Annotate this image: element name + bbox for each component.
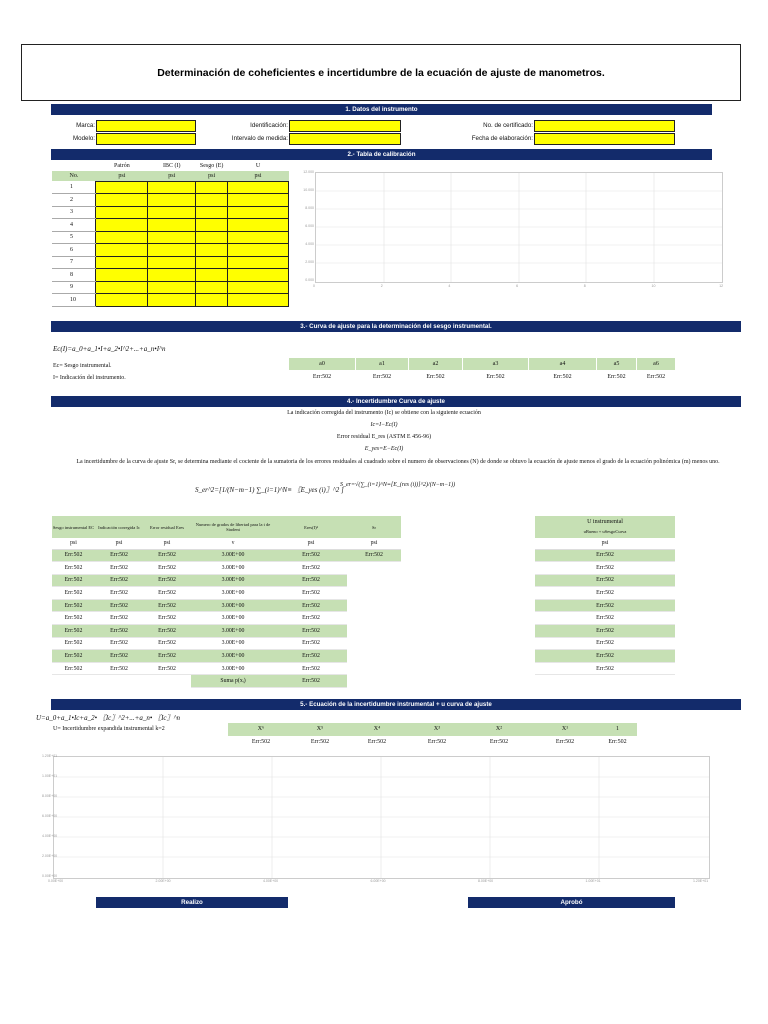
calibration-table	[52, 161, 289, 307]
u-value: Err:502	[535, 662, 675, 675]
row-number: 1	[52, 181, 96, 194]
u-value: Err:502	[535, 574, 675, 587]
section4-line1: La indicación corregida del instrumento (Ic) se obtiene con la siguiente ecuación	[287, 410, 481, 416]
u-unit: psi	[535, 538, 675, 549]
u-value: Err:502	[535, 637, 675, 650]
calibration-input-cell[interactable]	[196, 281, 228, 294]
table-row	[535, 549, 675, 562]
coef-header: a4	[529, 358, 596, 370]
table-cell: Err:502	[143, 599, 191, 612]
y-tick-label: 6.000	[305, 224, 314, 228]
table-cell: Err:502	[52, 599, 95, 612]
calibration-chart	[315, 172, 723, 283]
row-number: 4	[52, 219, 96, 232]
calibration-input-cell[interactable]	[196, 181, 228, 194]
unit-cell: psi	[275, 538, 347, 549]
calibration-input-cell[interactable]	[228, 231, 289, 244]
u-instrumental-sub: uBueno + uSesgoCurva	[583, 528, 627, 534]
calibration-input-cell[interactable]	[148, 244, 196, 257]
x-tick-label: 1.20E+01	[693, 879, 709, 883]
table-cell	[347, 587, 401, 600]
y-tick-label: 2.00E+00	[42, 854, 58, 858]
table-cell: Err:502	[95, 574, 143, 587]
table-row	[52, 650, 401, 663]
table-cell: Err:502	[52, 574, 95, 587]
table-cell: Err:502	[143, 637, 191, 650]
certificado-field[interactable]	[534, 120, 675, 132]
y-tick-label: 1.00E+01	[42, 774, 58, 778]
u-value: Err:502	[535, 650, 675, 663]
gl-header: Numero de grados de libertad para la t de Student	[191, 516, 275, 538]
table-cell: Err:502	[275, 574, 347, 587]
x-tick-label: 12	[719, 284, 724, 288]
title-box	[21, 44, 741, 101]
suma-value: Err:502	[275, 675, 347, 688]
power-value: Err:502	[367, 739, 387, 745]
table-cell: 3.00E+00	[191, 625, 275, 638]
calibration-input-cell[interactable]	[96, 269, 148, 282]
table-row	[535, 625, 675, 638]
calibration-row	[52, 281, 289, 294]
table-row	[535, 637, 675, 650]
calibration-input-cell[interactable]	[148, 256, 196, 269]
calibration-input-cell[interactable]	[196, 256, 228, 269]
calibration-input-cell[interactable]	[148, 269, 196, 282]
empty-cell	[52, 675, 95, 688]
table-cell: 3.00E+00	[191, 662, 275, 675]
table-cell: Err:502	[95, 549, 143, 562]
section2-bar: 2.- Tabla de calibración	[51, 149, 712, 160]
table-cell: Err:502	[275, 587, 347, 600]
x-tick-label: 6	[516, 284, 519, 288]
table-cell: Err:502	[95, 599, 143, 612]
table-row	[535, 562, 675, 575]
ec-definition: Ec= Sesgo instrumental.	[53, 363, 112, 369]
section4-paragraph: La incertidumbre de la curva de ajuste Sr, se determina mediante el cociente de la sumatoria de los errores residuales al cuadrado sobre el numero de observaciones (N) de donde se obtuvo la ecuación de ajuste menos el grado de la ecuación polinómica (m) menos uno.	[76, 459, 720, 465]
x-tick-label: 1.00E+01	[585, 879, 601, 883]
uncertainty-chart	[53, 756, 710, 879]
unit-cell: psi	[228, 171, 289, 181]
page-title: Determinación de coheficientes e incertidumbre de la ecuación de ajuste de manometros.	[157, 67, 605, 79]
row-number: 7	[52, 256, 96, 269]
section1-bar: 1. Datos del instrumento	[51, 104, 712, 115]
marca-label: Marca:	[76, 122, 95, 129]
calibration-input-cell[interactable]	[228, 244, 289, 257]
table-cell: 3.00E+00	[191, 612, 275, 625]
table-row	[52, 574, 401, 587]
table-cell: Err:502	[52, 562, 95, 575]
row-number: 5	[52, 231, 96, 244]
u-equation: U=a_0+a_1•Ic+a_2• 〖Ic〗^2+...+a_n• 〖Ic〗^n	[36, 714, 180, 722]
table-cell	[347, 562, 401, 575]
intervalo-field[interactable]	[289, 133, 401, 145]
calibration-input-cell[interactable]	[228, 269, 289, 282]
y-tick-label: 4.00E+00	[42, 834, 58, 838]
table-cell: Err:502	[347, 549, 401, 562]
y-tick-label: 4.000	[305, 242, 314, 246]
table-cell: Err:502	[143, 574, 191, 587]
table-cell: 3.00E+00	[191, 574, 275, 587]
calibration-input-cell[interactable]	[228, 194, 289, 207]
power-value: Err:502	[427, 739, 447, 745]
row-number: 2	[52, 194, 96, 207]
calibration-row	[52, 181, 289, 194]
calibration-input-cell[interactable]	[196, 206, 228, 219]
calibration-input-cell[interactable]	[96, 256, 148, 269]
y-tick-label: 8.00E+00	[42, 794, 58, 798]
table-row	[535, 599, 675, 612]
table-cell: Err:502	[52, 650, 95, 663]
eres2-header: Eres(I)²	[275, 516, 347, 538]
power-value: Err:502	[310, 739, 330, 745]
row-number: 9	[52, 281, 96, 294]
unit-cell: psi	[52, 538, 95, 549]
table-cell	[347, 637, 401, 650]
section4-eq3: S_er^2=[1/(N−m−1) ∑_(i=1)^N≡ 〖E_yes (i)〗^2 ]	[195, 486, 344, 494]
aprobo-signature[interactable]: Aprobó	[468, 897, 675, 908]
y-tick-label: 0.00E+00	[42, 874, 58, 878]
table-cell: Err:502	[52, 587, 95, 600]
coef-value: Err:502	[372, 374, 392, 380]
power-header: X⁴	[346, 723, 408, 736]
coef-value: Err:502	[646, 374, 666, 380]
table-cell: Err:502	[95, 612, 143, 625]
calibration-input-cell[interactable]	[148, 181, 196, 194]
calibration-row	[52, 269, 289, 282]
u-value: Err:502	[535, 562, 675, 575]
u-value: Err:502	[535, 625, 675, 638]
unit-cell: psi	[96, 171, 148, 181]
coef-header: a1	[356, 358, 408, 370]
u-value: Err:502	[535, 599, 675, 612]
section4-eq2: E_yes=E−Ec(I)	[364, 446, 404, 452]
fecha-field[interactable]	[534, 133, 675, 145]
table-cell: Err:502	[143, 549, 191, 562]
y-tick-label: 0.000	[305, 278, 314, 282]
calibration-input-cell[interactable]	[96, 219, 148, 232]
table-cell: Err:502	[143, 650, 191, 663]
table-cell: 3.00E+00	[191, 587, 275, 600]
calibration-input-cell[interactable]	[228, 181, 289, 194]
x-tick-label: 8	[583, 284, 586, 288]
y-tick-label: 10.000	[303, 188, 314, 192]
calibration-input-cell[interactable]	[96, 206, 148, 219]
coef-header: a3	[463, 358, 528, 370]
table-cell: Err:502	[52, 625, 95, 638]
x-tick-label: 2	[380, 284, 383, 288]
u-value: Err:502	[535, 549, 675, 562]
modelo-label: Modelo:	[72, 135, 95, 142]
marca-field[interactable]	[96, 120, 196, 132]
x-tick-label: 4.00E+00	[263, 879, 279, 883]
row-number: 8	[52, 269, 96, 282]
coef-header: a2	[409, 358, 462, 370]
calibration-input-cell[interactable]	[228, 281, 289, 294]
calibration-row	[52, 256, 289, 269]
modelo-field[interactable]	[96, 133, 196, 145]
calibration-input-cell[interactable]	[96, 244, 148, 257]
table-row	[535, 587, 675, 600]
table-cell: 3.00E+00	[191, 650, 275, 663]
table-cell: Err:502	[52, 549, 95, 562]
section4-eq1: Ic=I−Ec(I)	[370, 422, 398, 428]
ibc-header: IBC (I)	[163, 163, 181, 169]
y-tick-label: 2.000	[305, 260, 314, 264]
table-cell: Err:502	[143, 612, 191, 625]
coef-value: Err:502	[553, 374, 572, 380]
table-row	[52, 562, 401, 575]
table-cell	[347, 612, 401, 625]
u-instrumental-title: U instrumental	[587, 518, 623, 525]
table-cell: Err:502	[275, 549, 347, 562]
unit-cell: psi	[95, 538, 143, 549]
calibration-input-cell[interactable]	[196, 294, 228, 307]
table-cell	[347, 650, 401, 663]
table-cell: Err:502	[52, 637, 95, 650]
x-tick-label: 0.00E+00	[48, 879, 64, 883]
calibration-input-cell[interactable]	[148, 294, 196, 307]
calibration-input-cell[interactable]	[228, 294, 289, 307]
table-cell: Err:502	[275, 650, 347, 663]
power-header: X¹	[532, 723, 598, 736]
calibration-input-cell[interactable]	[96, 294, 148, 307]
table-row	[52, 599, 401, 612]
table-cell: Err:502	[143, 662, 191, 675]
table-cell: Err:502	[52, 662, 95, 675]
i-definition: I= Indicación del instrumento.	[53, 375, 126, 381]
table-cell: Err:502	[275, 625, 347, 638]
table-cell: Err:502	[95, 662, 143, 675]
calibration-input-cell[interactable]	[228, 206, 289, 219]
table-cell: 3.00E+00	[191, 637, 275, 650]
calibration-input-cell[interactable]	[196, 269, 228, 282]
table-cell	[347, 599, 401, 612]
calibration-input-cell[interactable]	[148, 219, 196, 232]
calibration-input-cell[interactable]	[148, 206, 196, 219]
x-tick-label: 0	[313, 284, 315, 288]
identificacion-label: Identificación:	[250, 122, 288, 129]
table-row	[52, 587, 401, 600]
power-value: Err:502	[555, 739, 575, 745]
table-row	[535, 612, 675, 625]
intervalo-label: Intervalo de medida:	[231, 135, 288, 142]
table-cell: Err:502	[95, 562, 143, 575]
u-instrumental-table	[535, 516, 675, 675]
table-cell: Err:502	[275, 562, 347, 575]
realizo-signature[interactable]: Realizo	[96, 897, 288, 908]
u-value: Err:502	[535, 587, 675, 600]
x-tick-label: 8.00E+00	[478, 879, 494, 883]
sr-header: Sr	[347, 516, 401, 538]
unit-cell: psi	[143, 538, 191, 549]
coef-value: Err:502	[607, 374, 626, 380]
empty-cell	[95, 675, 143, 688]
calibration-row	[52, 244, 289, 257]
x-tick-label: 2.00E+00	[155, 879, 171, 883]
calibration-input-cell[interactable]	[228, 256, 289, 269]
fecha-label: Fecha de elaboración:	[471, 135, 533, 142]
y-tick-label: 12.000	[303, 170, 314, 174]
coef-value: Err:502	[486, 374, 505, 380]
table-row	[52, 612, 401, 625]
table-row	[52, 637, 401, 650]
x-tick-label: 10	[651, 284, 656, 288]
table-cell: Err:502	[143, 587, 191, 600]
table-cell: Err:502	[52, 612, 95, 625]
empty-cell	[347, 675, 401, 688]
blank-header	[52, 161, 96, 171]
ec-equation: Ec(I)=a_0+a_1•I+a_2•I^2+...+a_n•I^n	[53, 345, 166, 353]
section5-bar: 5.- Ecuación de la incertidumbre instrumental + u curva de ajuste	[51, 699, 741, 710]
calibration-input-cell[interactable]	[196, 244, 228, 257]
row-number: 6	[52, 244, 96, 257]
coef-value: Err:502	[312, 374, 332, 380]
table-row	[535, 662, 675, 675]
uncertainty-table	[52, 516, 401, 688]
calibration-input-cell[interactable]	[96, 281, 148, 294]
table-row	[52, 549, 401, 562]
y-tick-label: 6.00E+00	[42, 814, 58, 818]
coef-header: a5	[597, 358, 636, 370]
table-row	[52, 662, 401, 675]
calibration-row	[52, 231, 289, 244]
power-header: X²	[466, 723, 532, 736]
calibration-input-cell[interactable]	[196, 194, 228, 207]
table-row	[52, 625, 401, 638]
suma-label: Suma p(xᵢ)	[191, 675, 275, 688]
power-value: Err:502	[608, 739, 627, 745]
section4-bar: 4.- Incertidumbre Curva de ajuste	[51, 396, 741, 407]
coef-header: a6	[637, 358, 675, 370]
table-cell: Err:502	[95, 625, 143, 638]
unit-cell: ν	[191, 538, 275, 549]
table-cell: Err:502	[95, 650, 143, 663]
row-number: 10	[52, 294, 96, 307]
calibration-input-cell[interactable]	[148, 231, 196, 244]
certificado-label: No. de certificado:	[483, 122, 533, 129]
unit-cell: psi	[347, 538, 401, 549]
calibration-input-cell[interactable]	[196, 219, 228, 232]
no-header: No.	[52, 171, 96, 181]
table-cell	[347, 625, 401, 638]
u-definition: U= Incertidumbre expandida instrumental k=2	[53, 726, 165, 732]
y-tick-label: 8.000	[305, 206, 314, 210]
calibration-input-cell[interactable]	[96, 194, 148, 207]
uncertainty-chart-grid	[54, 757, 709, 878]
calibration-input-cell[interactable]	[96, 181, 148, 194]
table-cell: Err:502	[95, 587, 143, 600]
sesgo-header: Sesgo (E)	[199, 163, 224, 169]
section4-eq3b: S_er=√(∑_(i=1)^N≡[E_(res (i))]^2)/(N−m−1))	[340, 482, 456, 488]
power-value: Err:502	[251, 739, 271, 745]
section3-bar: 3.- Curva de ajuste para la determinación del sesgo instrumental.	[51, 321, 741, 332]
power-header: X⁵	[294, 723, 346, 736]
row-number: 3	[52, 206, 96, 219]
table-cell: Err:502	[95, 637, 143, 650]
patron-header: Patrón	[114, 163, 130, 169]
unit-cell: psi	[148, 171, 196, 181]
power-header: X³	[408, 723, 466, 736]
section4-line2: Error residual E_res (ASTM E 456-96)	[336, 434, 432, 440]
ic-header: Indicación corregida Ic	[95, 516, 143, 538]
table-cell: Err:502	[143, 562, 191, 575]
calibration-input-cell[interactable]	[148, 194, 196, 207]
u-header: U	[255, 163, 261, 169]
identificacion-field[interactable]	[289, 120, 401, 132]
table-row	[535, 650, 675, 663]
table-cell: Err:502	[275, 662, 347, 675]
y-tick-label: 1.20E+01	[42, 754, 58, 758]
calibration-chart-grid	[316, 173, 722, 282]
table-cell: Err:502	[275, 599, 347, 612]
x-tick-label: 4	[448, 284, 451, 288]
table-cell: Err:502	[143, 625, 191, 638]
table-cell: Err:502	[275, 637, 347, 650]
table-cell: 3.00E+00	[191, 599, 275, 612]
empty-cell	[143, 675, 191, 688]
table-cell	[347, 574, 401, 587]
calibration-input-cell[interactable]	[228, 219, 289, 232]
coef-value: Err:502	[426, 374, 445, 380]
table-cell	[347, 662, 401, 675]
unit-cell: psi	[196, 171, 228, 181]
calibration-row	[52, 294, 289, 307]
eres-header: Error residual Eres	[143, 516, 191, 538]
calibration-input-cell[interactable]	[148, 281, 196, 294]
power-value: Err:502	[489, 739, 509, 745]
table-cell: 3.00E+00	[191, 549, 275, 562]
calibration-row	[52, 194, 289, 207]
sesgo-ec-header: Sesgo instrumental EC	[52, 516, 95, 538]
calibration-input-cell[interactable]	[96, 231, 148, 244]
u-instrumental-header	[535, 516, 675, 538]
power-header: 1	[598, 723, 637, 736]
coef-header: a0	[289, 358, 355, 370]
calibration-row	[52, 206, 289, 219]
table-row	[535, 574, 675, 587]
power-header: X⁶	[228, 723, 294, 736]
calibration-row	[52, 219, 289, 232]
u-value: Err:502	[535, 612, 675, 625]
x-tick-label: 6.00E+00	[370, 879, 386, 883]
table-cell: Err:502	[275, 612, 347, 625]
calibration-input-cell[interactable]	[196, 231, 228, 244]
table-cell: 3.00E+00	[191, 562, 275, 575]
